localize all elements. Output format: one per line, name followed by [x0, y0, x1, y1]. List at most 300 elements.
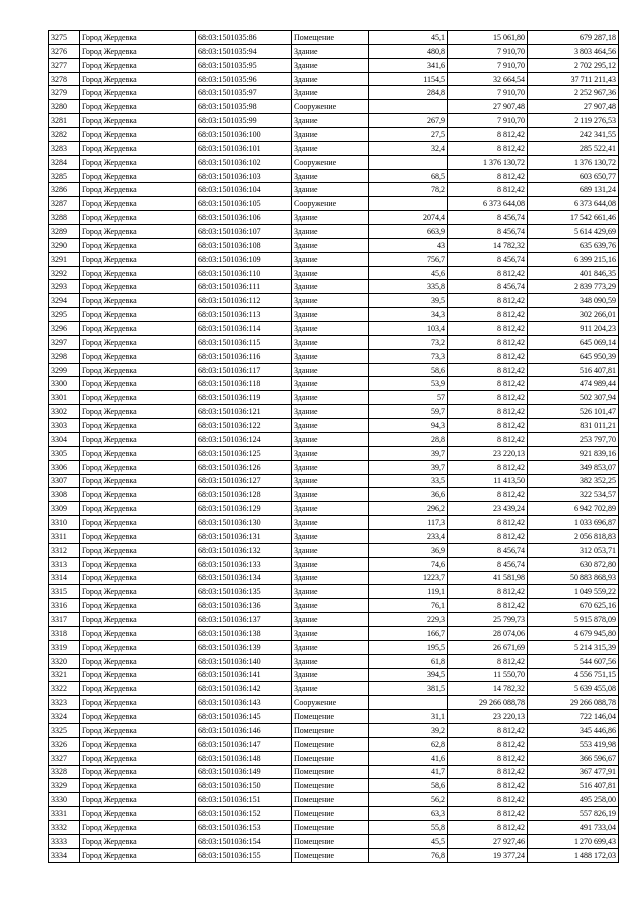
row-number-cell: 3278: [49, 72, 80, 86]
cadastral-number-cell: 68:03:1501036:149: [196, 765, 292, 779]
cadastral-value-cell: 2 252 967,36: [528, 86, 619, 100]
table-row: [49, 363, 619, 377]
cadastral-value-cell: 831 011,21: [528, 419, 619, 433]
object-type-cell: Здание: [292, 238, 369, 252]
locality-cell: Город Жердевка: [80, 502, 196, 516]
table-row: [49, 571, 619, 585]
object-type-cell: Здание: [292, 488, 369, 502]
locality-cell: Город Жердевка: [80, 516, 196, 530]
cadastral-number-cell: 68:03:1501036:146: [196, 723, 292, 737]
cadastral-number-cell: 68:03:1501036:150: [196, 779, 292, 793]
locality-cell: Город Жердевка: [80, 86, 196, 100]
unit-value-cell: 14 782,32: [448, 682, 528, 696]
area-cell: 39,7: [369, 460, 448, 474]
area-cell: 39,2: [369, 723, 448, 737]
cadastral-value-cell: 5 915 878,09: [528, 613, 619, 627]
object-type-cell: Здание: [292, 668, 369, 682]
locality-cell: Город Жердевка: [80, 294, 196, 308]
row-number-cell: 3282: [49, 128, 80, 142]
row-number-cell: 3279: [49, 86, 80, 100]
unit-value-cell: 8 812,42: [448, 723, 528, 737]
object-type-cell: Здание: [292, 529, 369, 543]
cadastral-number-cell: 68:03:1501036:113: [196, 308, 292, 322]
cadastral-number-cell: 68:03:1501035:98: [196, 100, 292, 114]
cadastral-value-cell: 2 702 295,12: [528, 58, 619, 72]
table-row: [49, 613, 619, 627]
row-number-cell: 3298: [49, 349, 80, 363]
table-row: [49, 141, 619, 155]
cadastral-number-cell: 68:03:1501036:111: [196, 280, 292, 294]
cadastral-number-cell: 68:03:1501036:136: [196, 599, 292, 613]
object-type-cell: Здание: [292, 225, 369, 239]
cadastral-value-cell: 50 883 868,93: [528, 571, 619, 585]
cadastral-number-cell: 68:03:1501036:140: [196, 654, 292, 668]
cadastral-value-cell: 1 033 696,87: [528, 516, 619, 530]
cadastral-value-cell: 474 989,44: [528, 377, 619, 391]
locality-cell: Город Жердевка: [80, 668, 196, 682]
row-number-cell: 3297: [49, 335, 80, 349]
cadastral-value-cell: 689 131,24: [528, 183, 619, 197]
area-cell: 394,5: [369, 668, 448, 682]
locality-cell: Город Жердевка: [80, 585, 196, 599]
area-cell: 73,2: [369, 335, 448, 349]
unit-value-cell: 19 377,24: [448, 848, 528, 862]
cadastral-value-cell: 348 090,59: [528, 294, 619, 308]
unit-value-cell: 25 799,73: [448, 613, 528, 627]
unit-value-cell: 29 266 088,78: [448, 696, 528, 710]
locality-cell: Город Жердевка: [80, 446, 196, 460]
table-row: [49, 308, 619, 322]
unit-value-cell: 8 812,42: [448, 377, 528, 391]
object-type-cell: Здание: [292, 654, 369, 668]
cadastral-value-cell: 6 399 215,16: [528, 252, 619, 266]
cadastral-value-cell: 5 639 455,08: [528, 682, 619, 696]
table-row: [49, 128, 619, 142]
unit-value-cell: 8 812,42: [448, 585, 528, 599]
unit-value-cell: 8 456,74: [448, 252, 528, 266]
unit-value-cell: 8 812,42: [448, 266, 528, 280]
cadastral-value-cell: 635 639,76: [528, 238, 619, 252]
cadastral-value-cell: 1 488 172,03: [528, 848, 619, 862]
area-cell: 41,6: [369, 751, 448, 765]
cadastral-number-cell: 68:03:1501036:102: [196, 155, 292, 169]
cadastral-value-cell: 516 407,81: [528, 363, 619, 377]
cadastral-value-cell: 516 407,81: [528, 779, 619, 793]
unit-value-cell: 8 812,42: [448, 460, 528, 474]
area-cell: 62,8: [369, 737, 448, 751]
locality-cell: Город Жердевка: [80, 114, 196, 128]
row-number-cell: 3318: [49, 626, 80, 640]
cadastral-value-cell: 37 711 211,43: [528, 72, 619, 86]
locality-cell: Город Жердевка: [80, 737, 196, 751]
unit-value-cell: 27 927,46: [448, 834, 528, 848]
object-type-cell: Здание: [292, 543, 369, 557]
locality-cell: Город Жердевка: [80, 626, 196, 640]
cadastral-number-cell: 68:03:1501036:145: [196, 710, 292, 724]
row-number-cell: 3313: [49, 557, 80, 571]
cadastral-value-cell: 3 803 464,56: [528, 44, 619, 58]
cadastral-value-cell: 366 596,67: [528, 751, 619, 765]
table-row: [49, 100, 619, 114]
row-number-cell: 3328: [49, 765, 80, 779]
unit-value-cell: 8 812,42: [448, 516, 528, 530]
unit-value-cell: 8 812,42: [448, 779, 528, 793]
table-row: [49, 252, 619, 266]
unit-value-cell: 8 812,42: [448, 765, 528, 779]
locality-cell: Город Жердевка: [80, 779, 196, 793]
unit-value-cell: 7 910,70: [448, 44, 528, 58]
row-number-cell: 3290: [49, 238, 80, 252]
row-number-cell: 3320: [49, 654, 80, 668]
cadastral-number-cell: 68:03:1501036:143: [196, 696, 292, 710]
area-cell: 28,8: [369, 432, 448, 446]
locality-cell: Город Жердевка: [80, 155, 196, 169]
unit-value-cell: 8 812,42: [448, 363, 528, 377]
locality-cell: Город Жердевка: [80, 349, 196, 363]
unit-value-cell: 11 550,70: [448, 668, 528, 682]
unit-value-cell: 8 812,42: [448, 432, 528, 446]
table-row: [49, 72, 619, 86]
table-row: [49, 197, 619, 211]
table-row: [49, 280, 619, 294]
locality-cell: Город Жердевка: [80, 335, 196, 349]
object-type-cell: Здание: [292, 363, 369, 377]
cadastral-number-cell: 68:03:1501036:151: [196, 793, 292, 807]
area-cell: 36,9: [369, 543, 448, 557]
locality-cell: Город Жердевка: [80, 751, 196, 765]
row-number-cell: 3275: [49, 31, 80, 45]
table-row: [49, 696, 619, 710]
table-row: [49, 405, 619, 419]
unit-value-cell: 8 456,74: [448, 557, 528, 571]
unit-value-cell: 8 812,42: [448, 141, 528, 155]
row-number-cell: 3296: [49, 322, 80, 336]
area-cell: 335,8: [369, 280, 448, 294]
object-type-cell: Здание: [292, 58, 369, 72]
area-cell: 94,3: [369, 419, 448, 433]
table-row: [49, 599, 619, 613]
area-cell: 381,5: [369, 682, 448, 696]
area-cell: 45,1: [369, 31, 448, 45]
area-cell: 267,9: [369, 114, 448, 128]
locality-cell: Город Жердевка: [80, 793, 196, 807]
locality-cell: Город Жердевка: [80, 820, 196, 834]
object-type-cell: Помещение: [292, 723, 369, 737]
table-row: [49, 474, 619, 488]
locality-cell: Город Жердевка: [80, 599, 196, 613]
table-row: [49, 834, 619, 848]
table-row: [49, 322, 619, 336]
locality-cell: Город Жердевка: [80, 128, 196, 142]
row-number-cell: 3294: [49, 294, 80, 308]
object-type-cell: Здание: [292, 44, 369, 58]
cadastral-number-cell: 68:03:1501036:114: [196, 322, 292, 336]
cadastral-value-cell: 1 049 559,22: [528, 585, 619, 599]
object-type-cell: Здание: [292, 613, 369, 627]
row-number-cell: 3329: [49, 779, 80, 793]
unit-value-cell: 8 812,42: [448, 419, 528, 433]
cadastral-number-cell: 68:03:1501036:112: [196, 294, 292, 308]
object-type-cell: Здание: [292, 571, 369, 585]
unit-value-cell: 8 812,42: [448, 529, 528, 543]
area-cell: 78,2: [369, 183, 448, 197]
area-cell: 296,2: [369, 502, 448, 516]
area-cell: 233,4: [369, 529, 448, 543]
cadastral-number-cell: 68:03:1501036:117: [196, 363, 292, 377]
cadastral-number-cell: 68:03:1501036:107: [196, 225, 292, 239]
table-row: [49, 183, 619, 197]
area-cell: 117,3: [369, 516, 448, 530]
object-type-cell: Здание: [292, 294, 369, 308]
locality-cell: Город Жердевка: [80, 363, 196, 377]
row-number-cell: 3292: [49, 266, 80, 280]
locality-cell: Город Жердевка: [80, 405, 196, 419]
cadastral-value-cell: 382 352,25: [528, 474, 619, 488]
unit-value-cell: 8 812,42: [448, 322, 528, 336]
row-number-cell: 3325: [49, 723, 80, 737]
cadastral-number-cell: 68:03:1501036:125: [196, 446, 292, 460]
cadastral-number-cell: 68:03:1501036:130: [196, 516, 292, 530]
locality-cell: Город Жердевка: [80, 474, 196, 488]
unit-value-cell: 8 812,42: [448, 349, 528, 363]
area-cell: 33,5: [369, 474, 448, 488]
row-number-cell: 3293: [49, 280, 80, 294]
cadastral-value-cell: 6 373 644,08: [528, 197, 619, 211]
object-type-cell: Здание: [292, 266, 369, 280]
row-number-cell: 3333: [49, 834, 80, 848]
table-row: [49, 807, 619, 821]
unit-value-cell: 8 812,42: [448, 391, 528, 405]
row-number-cell: 3319: [49, 640, 80, 654]
area-cell: 45,6: [369, 266, 448, 280]
locality-cell: Город Жердевка: [80, 640, 196, 654]
cadastral-value-cell: 1 270 699,43: [528, 834, 619, 848]
cadastral-value-cell: 491 733,04: [528, 820, 619, 834]
row-number-cell: 3277: [49, 58, 80, 72]
locality-cell: Город Жердевка: [80, 460, 196, 474]
object-type-cell: Здание: [292, 474, 369, 488]
row-number-cell: 3299: [49, 363, 80, 377]
unit-value-cell: 8 812,42: [448, 183, 528, 197]
locality-cell: Город Жердевка: [80, 682, 196, 696]
cadastral-value-cell: 1 376 130,72: [528, 155, 619, 169]
object-type-cell: Здание: [292, 141, 369, 155]
locality-cell: Город Жердевка: [80, 377, 196, 391]
object-type-cell: Здание: [292, 280, 369, 294]
row-number-cell: 3306: [49, 460, 80, 474]
unit-value-cell: 8 812,42: [448, 599, 528, 613]
cadastral-number-cell: 68:03:1501036:142: [196, 682, 292, 696]
area-cell: 58,6: [369, 363, 448, 377]
table-row: [49, 529, 619, 543]
object-type-cell: Здание: [292, 377, 369, 391]
cadastral-number-cell: 68:03:1501036:116: [196, 349, 292, 363]
area-cell: 73,3: [369, 349, 448, 363]
area-cell: 39,7: [369, 446, 448, 460]
cadastral-value-cell: 302 266,01: [528, 308, 619, 322]
locality-cell: Город Жердевка: [80, 141, 196, 155]
cadastral-number-cell: 68:03:1501036:137: [196, 613, 292, 627]
cadastral-value-cell: 367 477,91: [528, 765, 619, 779]
object-type-cell: Здание: [292, 516, 369, 530]
unit-value-cell: 8 812,42: [448, 169, 528, 183]
object-type-cell: Здание: [292, 252, 369, 266]
cadastral-value-cell: 312 053,71: [528, 543, 619, 557]
locality-cell: Город Жердевка: [80, 252, 196, 266]
object-type-cell: Здание: [292, 335, 369, 349]
unit-value-cell: 8 812,42: [448, 807, 528, 821]
locality-cell: Город Жердевка: [80, 169, 196, 183]
area-cell: 1223,7: [369, 571, 448, 585]
object-type-cell: Здание: [292, 432, 369, 446]
locality-cell: Город Жердевка: [80, 654, 196, 668]
cadastral-number-cell: 68:03:1501036:141: [196, 668, 292, 682]
table-row: [49, 640, 619, 654]
object-type-cell: Здание: [292, 391, 369, 405]
area-cell: 74,6: [369, 557, 448, 571]
object-type-cell: Здание: [292, 502, 369, 516]
row-number-cell: 3310: [49, 516, 80, 530]
cadastral-number-cell: 68:03:1501036:106: [196, 211, 292, 225]
cadastral-number-cell: 68:03:1501035:96: [196, 72, 292, 86]
unit-value-cell: 8 456,74: [448, 211, 528, 225]
area-cell: 43: [369, 238, 448, 252]
area-cell: 56,2: [369, 793, 448, 807]
row-number-cell: 3322: [49, 682, 80, 696]
cadastral-number-cell: 68:03:1501036:109: [196, 252, 292, 266]
locality-cell: Город Жердевка: [80, 432, 196, 446]
object-type-cell: Помещение: [292, 765, 369, 779]
cadastral-value-cell: 17 542 661,46: [528, 211, 619, 225]
area-cell: 32,4: [369, 141, 448, 155]
table-row: [49, 419, 619, 433]
area-cell: 119,1: [369, 585, 448, 599]
table-row: [49, 751, 619, 765]
cadastral-number-cell: 68:03:1501036:154: [196, 834, 292, 848]
row-number-cell: 3285: [49, 169, 80, 183]
locality-cell: Город Жердевка: [80, 696, 196, 710]
row-number-cell: 3309: [49, 502, 80, 516]
cadastral-value-cell: 27 907,48: [528, 100, 619, 114]
locality-cell: Город Жердевка: [80, 529, 196, 543]
locality-cell: Город Жердевка: [80, 322, 196, 336]
locality-cell: Город Жердевка: [80, 613, 196, 627]
area-cell: 36,6: [369, 488, 448, 502]
object-type-cell: Помещение: [292, 737, 369, 751]
unit-value-cell: 7 910,70: [448, 58, 528, 72]
row-number-cell: 3303: [49, 419, 80, 433]
locality-cell: Город Жердевка: [80, 225, 196, 239]
object-type-cell: Здание: [292, 349, 369, 363]
cadastral-number-cell: 68:03:1501035:99: [196, 114, 292, 128]
row-number-cell: 3289: [49, 225, 80, 239]
unit-value-cell: 8 456,74: [448, 280, 528, 294]
area-cell: 45,5: [369, 834, 448, 848]
object-type-cell: Здание: [292, 308, 369, 322]
row-number-cell: 3300: [49, 377, 80, 391]
cadastral-value-cell: 242 341,55: [528, 128, 619, 142]
unit-value-cell: 8 812,42: [448, 335, 528, 349]
row-number-cell: 3301: [49, 391, 80, 405]
area-cell: [369, 100, 448, 114]
table-row: [49, 114, 619, 128]
table-row: [49, 654, 619, 668]
unit-value-cell: 8 812,42: [448, 405, 528, 419]
row-number-cell: 3331: [49, 807, 80, 821]
area-cell: 58,6: [369, 779, 448, 793]
table-row: [49, 793, 619, 807]
unit-value-cell: 23 439,24: [448, 502, 528, 516]
row-number-cell: 3288: [49, 211, 80, 225]
area-cell: [369, 155, 448, 169]
row-number-cell: 3280: [49, 100, 80, 114]
object-type-cell: Здание: [292, 557, 369, 571]
unit-value-cell: 23 220,13: [448, 446, 528, 460]
object-type-cell: Здание: [292, 322, 369, 336]
area-cell: 1154,5: [369, 72, 448, 86]
object-type-cell: Помещение: [292, 848, 369, 862]
cadastral-value-cell: 544 607,56: [528, 654, 619, 668]
locality-cell: Город Жердевка: [80, 72, 196, 86]
area-cell: 61,8: [369, 654, 448, 668]
area-cell: 341,6: [369, 58, 448, 72]
object-type-cell: Сооружение: [292, 696, 369, 710]
locality-cell: Город Жердевка: [80, 44, 196, 58]
object-type-cell: Сооружение: [292, 155, 369, 169]
object-type-cell: Здание: [292, 585, 369, 599]
object-type-cell: Помещение: [292, 710, 369, 724]
table-row: [49, 710, 619, 724]
object-type-cell: Здание: [292, 183, 369, 197]
row-number-cell: 3326: [49, 737, 80, 751]
area-cell: 480,8: [369, 44, 448, 58]
object-type-cell: Помещение: [292, 820, 369, 834]
unit-value-cell: 8 456,74: [448, 225, 528, 239]
area-cell: 756,7: [369, 252, 448, 266]
area-cell: [369, 197, 448, 211]
cadastral-value-cell: 670 625,16: [528, 599, 619, 613]
area-cell: 76,8: [369, 848, 448, 862]
object-type-cell: Здание: [292, 169, 369, 183]
object-type-cell: Здание: [292, 128, 369, 142]
row-number-cell: 3323: [49, 696, 80, 710]
cadastral-number-cell: 68:03:1501036:133: [196, 557, 292, 571]
object-type-cell: Здание: [292, 460, 369, 474]
cadastral-value-cell: 553 419,98: [528, 737, 619, 751]
unit-value-cell: 41 581,98: [448, 571, 528, 585]
cadastral-number-cell: 68:03:1501036:110: [196, 266, 292, 280]
cadastral-number-cell: 68:03:1501036:126: [196, 460, 292, 474]
table-row: [49, 377, 619, 391]
cadastral-number-cell: 68:03:1501036:124: [196, 432, 292, 446]
unit-value-cell: 28 074,06: [448, 626, 528, 640]
table-row: [49, 391, 619, 405]
object-type-cell: Сооружение: [292, 100, 369, 114]
object-type-cell: Помещение: [292, 834, 369, 848]
locality-cell: Город Жердевка: [80, 211, 196, 225]
object-type-cell: Здание: [292, 446, 369, 460]
locality-cell: Город Жердевка: [80, 391, 196, 405]
row-number-cell: 3307: [49, 474, 80, 488]
cadastral-number-cell: 68:03:1501036:127: [196, 474, 292, 488]
cadastral-number-cell: 68:03:1501036:138: [196, 626, 292, 640]
cadastral-number-cell: 68:03:1501035:97: [196, 86, 292, 100]
cadastral-number-cell: 68:03:1501036:134: [196, 571, 292, 585]
row-number-cell: 3283: [49, 141, 80, 155]
row-number-cell: 3330: [49, 793, 80, 807]
locality-cell: Город Жердевка: [80, 266, 196, 280]
table-row: [49, 31, 619, 45]
